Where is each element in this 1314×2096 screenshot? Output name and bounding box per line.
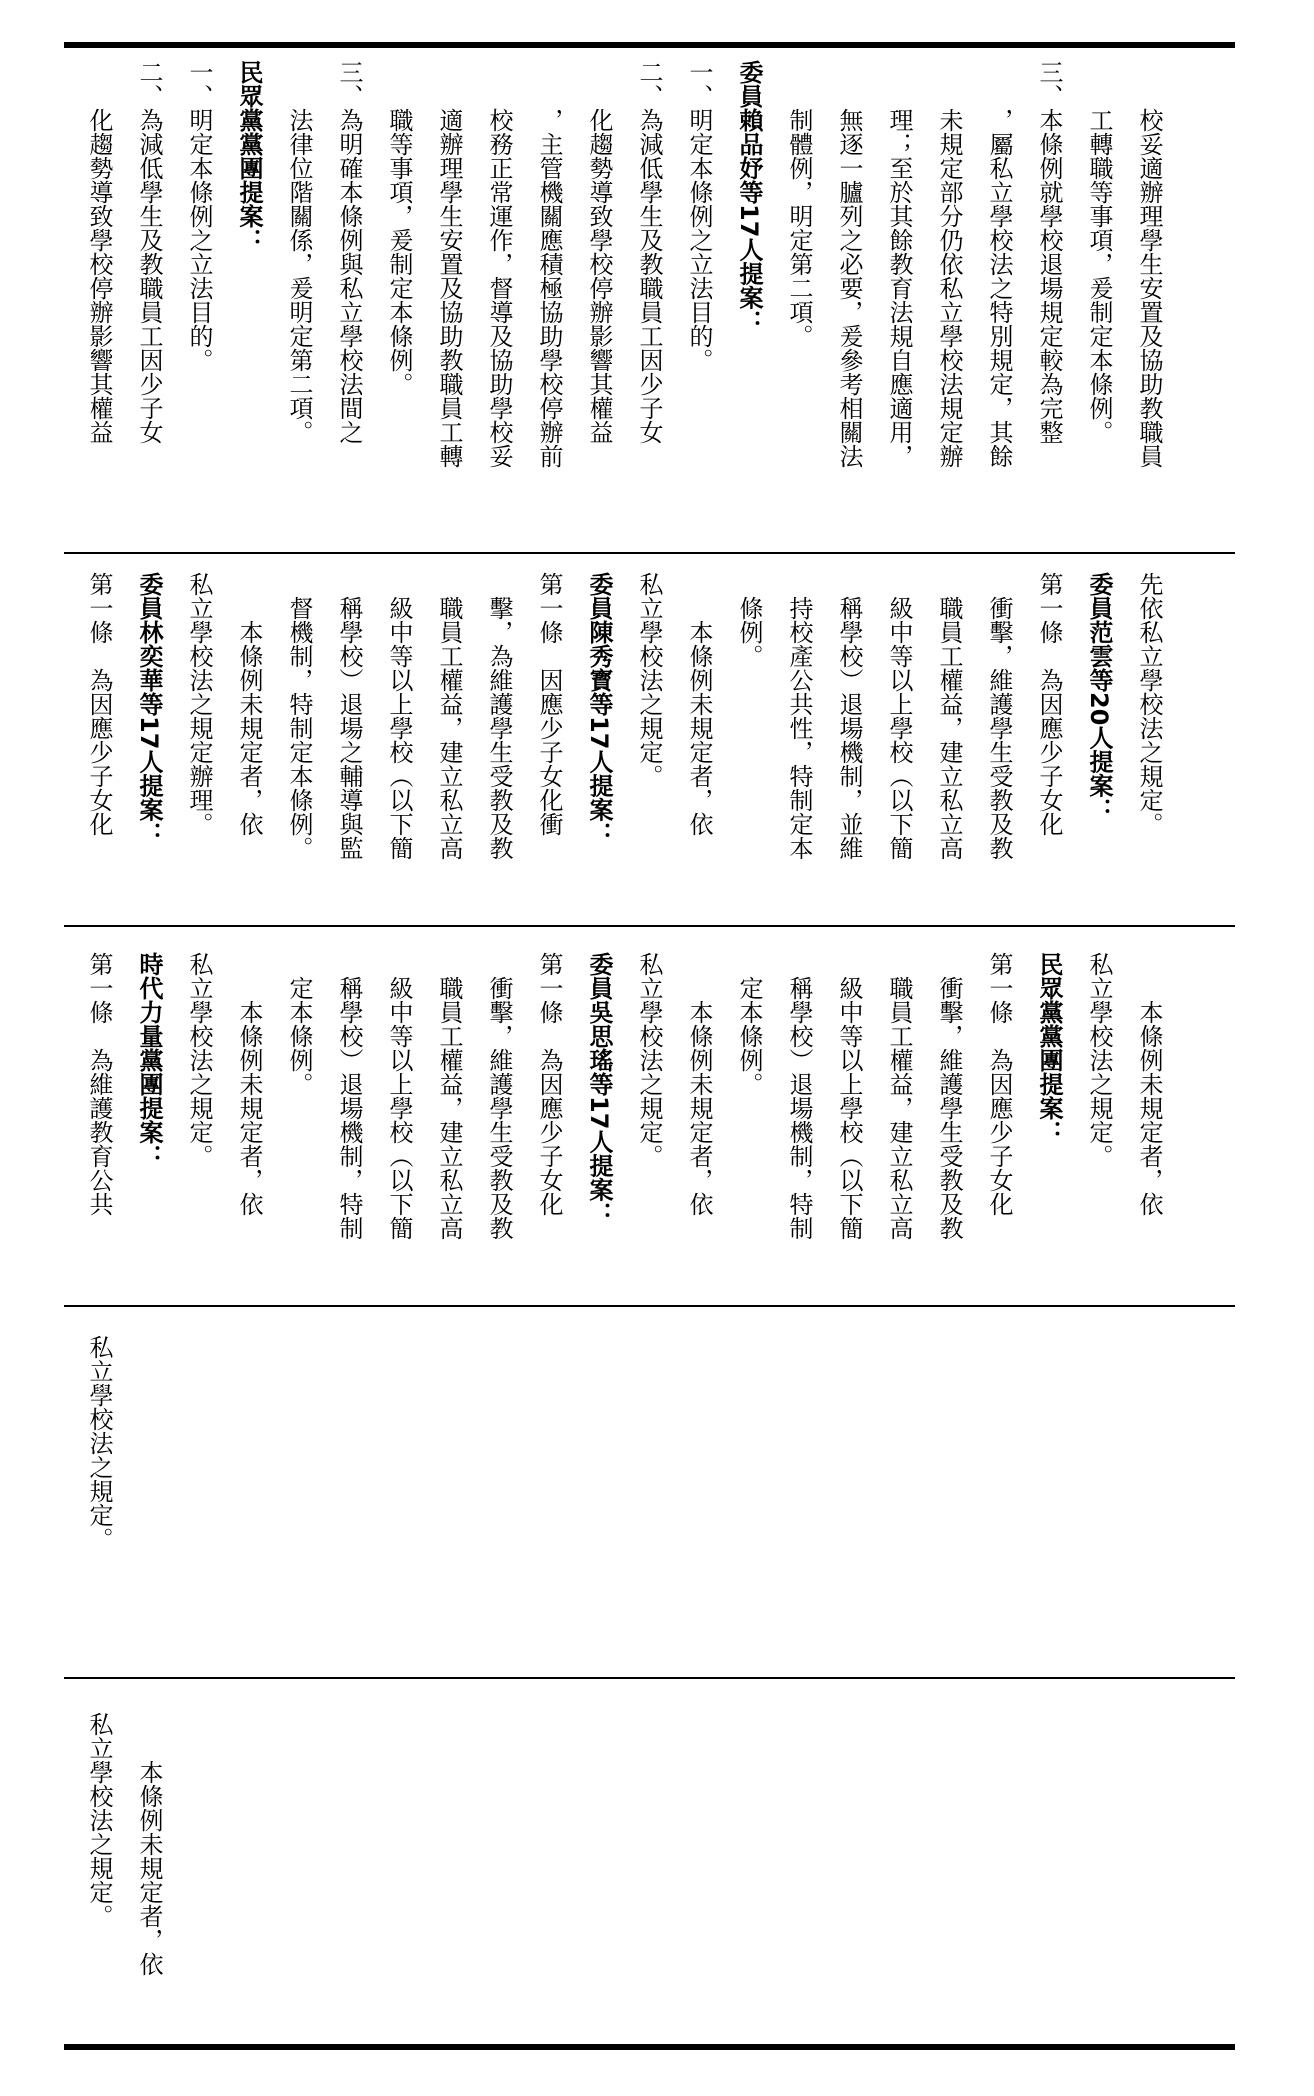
text-line: 稱學校）退場之輔導與監 (335, 596, 363, 860)
text-line: 定本條例。 (285, 976, 313, 1096)
text-line: 校務正常運作，督導及協助學校妥 (485, 108, 513, 468)
text-line: 私立學校法之規定。 (635, 952, 663, 1168)
text-line: 校妥適辦理學生安置及協助教職員 (1135, 108, 1163, 468)
row-divider (64, 552, 1235, 554)
column-explanation (74, 60, 1174, 468)
text-line: 第一條 為因應少子女化 (85, 572, 113, 836)
text-line: 第一條 為因應少子女化 (535, 952, 563, 1216)
text-line: 三、本條例就學校退場規定較為完整 (1035, 60, 1063, 444)
text-line: 稱學校）退場機制，特制 (335, 976, 363, 1240)
text-line: 法律位階關係，爰明定第二項。 (285, 108, 313, 444)
text-line: 衝擊，維護學生受教及教 (985, 596, 1013, 860)
text-line: 衝擊，維護學生受教及教 (935, 976, 963, 1240)
table-bottom-border (64, 2044, 1235, 2050)
text-line: 私立學校法之規定。 (635, 572, 663, 788)
text-line: 私立學校法之規定。 (85, 1335, 113, 1551)
column-proposals-a (74, 952, 1174, 1240)
text-line: 化趨勢導致學校停辦影響其權益 (85, 108, 113, 444)
text-line: 工轉職等事項，爰制定本條例。 (1085, 108, 1113, 444)
text-line: 職等事項，爰制定本條例。 (385, 108, 413, 396)
text-line: 制體例，明定第二項。 (785, 108, 813, 348)
column-proposals-b (74, 572, 1174, 860)
text-line: 本條例未規定者，依 (685, 1000, 713, 1216)
text-line: 理；至於其餘教育法規自應適用， (885, 108, 913, 468)
proposal-heading: 委員賴品妤等17人提案： (735, 60, 763, 334)
proposal-heading: 委員范雲等20人提案： (1085, 572, 1113, 822)
row-divider (64, 925, 1235, 927)
proposal-heading: 委員陳秀寳等17人提案： (585, 572, 613, 846)
proposal-heading: 時代力量黨團提案： (135, 952, 163, 1168)
proposal-heading: 委員林奕華等17人提案： (135, 572, 163, 846)
text-line: 條例。 (735, 596, 763, 668)
text-line: 無逐一臚列之必要，爰參考相關法 (835, 108, 863, 468)
text-line: 第一條 為因應少子女化 (985, 952, 1013, 1216)
text-line: 督機制，特制定本條例。 (285, 596, 313, 860)
column-original-text (74, 1712, 174, 1976)
text-line: 私立學校法之規定。 (185, 952, 213, 1168)
text-line: 一、明定本條例之立法目的。 (185, 60, 213, 372)
proposal-heading: 民眾黨黨團提案： (1035, 952, 1063, 1144)
row-divider (64, 1677, 1235, 1679)
text-line: 級中等以上學校（以下簡 (385, 976, 413, 1240)
text-line: 第一條 為維護教育公共 (85, 952, 113, 1216)
text-line: 級中等以上學校（以下簡 (885, 596, 913, 860)
text-line: 第一條 為因應少子女化 (1035, 572, 1063, 836)
text-line: 職員工權益，建立私立高 (435, 976, 463, 1240)
text-line: 三、為明確本條例與私立學校法間之 (335, 60, 363, 444)
text-line: 擊，為維護學生受教及教 (485, 596, 513, 860)
text-line: 級中等以上學校（以下簡 (835, 976, 863, 1240)
text-line: ，主管機關應積極協助學校停辦前 (535, 108, 563, 468)
row-divider (64, 1305, 1235, 1307)
text-line: 持校產公共性，特制定本 (785, 596, 813, 860)
text-line: 未規定部分仍依私立學校法規定辦 (935, 108, 963, 468)
text-line: 職員工權益，建立私立高 (935, 596, 963, 860)
proposal-heading: 民眾黨黨團提案： (235, 60, 263, 252)
text-line: 職員工權益，建立私立高 (435, 596, 463, 860)
text-line: 二、為減低學生及教職員工因少子女 (135, 60, 163, 444)
text-line: 私立學校法之規定。 (85, 1712, 113, 1928)
text-line: 本條例未規定者，依 (235, 620, 263, 836)
text-line: 職員工權益，建立私立高 (885, 976, 913, 1240)
text-line: 稱學校）退場機制，並維 (835, 596, 863, 860)
proposal-heading: 委員吳思瑤等17人提案： (585, 952, 613, 1226)
text-line: 第一條 因應少子女化衝 (535, 572, 563, 836)
text-line: 本條例未規定者，依 (1135, 1000, 1163, 1216)
table-top-border (64, 42, 1235, 48)
text-line: 定本條例。 (735, 976, 763, 1096)
text-line: 一、明定本條例之立法目的。 (685, 60, 713, 372)
text-line: 級中等以上學校（以下簡 (385, 596, 413, 860)
text-line: 私立學校法之規定辦理。 (185, 572, 213, 836)
text-line: 稱學校）退場機制，特制 (785, 976, 813, 1240)
text-line: 化趨勢導致學校停辦影響其權益 (585, 108, 613, 444)
text-line: 適辦理學生安置及協助教職員工轉 (435, 108, 463, 468)
text-line: 私立學校法之規定。 (1085, 952, 1113, 1168)
column-current-law (74, 1335, 124, 1551)
text-line: 先依私立學校法之規定。 (1135, 572, 1163, 836)
text-line: 衝擊，維護學生受教及教 (485, 976, 513, 1240)
text-line: 本條例未規定者，依 (135, 1760, 163, 1976)
text-line: 本條例未規定者，依 (685, 620, 713, 836)
text-line: 本條例未規定者，依 (235, 1000, 263, 1216)
text-line: 二、為減低學生及教職員工因少子女 (635, 60, 663, 444)
text-line: ，屬私立學校法之特別規定，其餘 (985, 108, 1013, 468)
